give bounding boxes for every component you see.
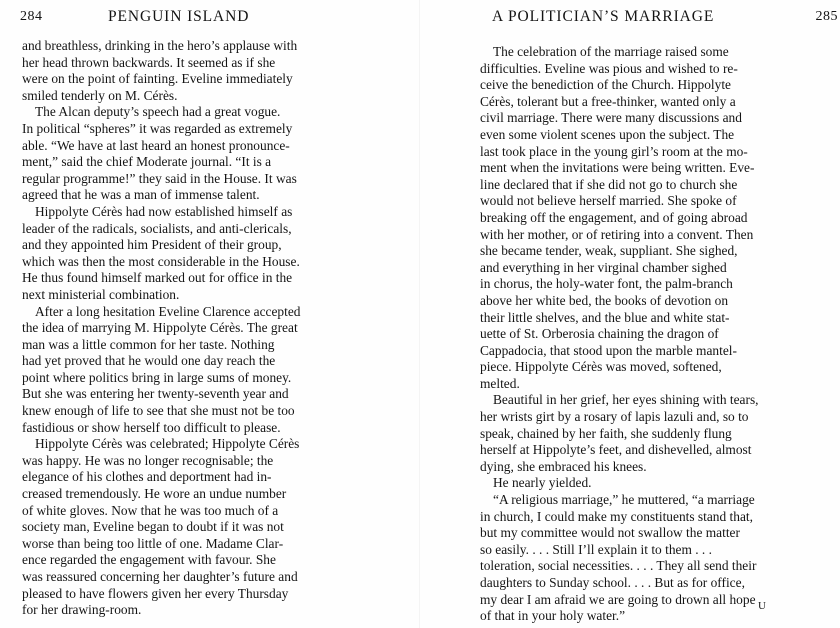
- text-line: next ministerial combination.: [22, 286, 180, 302]
- text-line: He thus found himself marked out for office in the: [22, 270, 293, 286]
- text-line: point where politics bring in large sums of money.: [22, 369, 292, 385]
- text-line: knew enough of life to see that she must not be too: [22, 403, 295, 419]
- text-line: fastidious or show herself too difficult to please.: [22, 419, 281, 435]
- text-line: breaking off the engagement, and of going abroad: [480, 209, 748, 225]
- text-line: even some violent scenes upon the subject. The: [480, 126, 735, 142]
- right-page-text: [480, 44, 806, 625]
- right-page-number: 285: [815, 9, 838, 24]
- text-line: which was then the most considerable in the House.: [22, 253, 300, 269]
- text-line: elegance of his clothes and deportment had in-: [22, 469, 272, 485]
- text-line: toleration, social necessities. . . . They all send their: [480, 558, 757, 574]
- text-line: in chorus, the holy-water font, the palm-branch: [480, 276, 733, 292]
- text-line: was happy. He was no longer recognisable; the: [22, 452, 274, 468]
- text-line: my dear I am afraid we are going to drown all hope: [480, 591, 756, 607]
- right-page: [420, 0, 840, 628]
- text-line: so easily. . . . Still I’ll explain it to them . . .: [480, 541, 712, 557]
- text-line: their little shelves, and the blue and white stat-: [480, 309, 730, 325]
- text-line: After a long hesitation Eveline Clarence accepted: [35, 303, 301, 319]
- text-line: Cérès, tolerant but a free-thinker, wanted only a: [480, 93, 736, 109]
- signature-mark: U: [758, 600, 766, 612]
- text-line: the idea of marrying M. Hippolyte Cérès. The great: [22, 320, 298, 336]
- text-line: melted.: [480, 375, 520, 391]
- text-line: Cappadocia, that stood upon the marble mantel-: [480, 342, 737, 358]
- left-running-title: PENGUIN ISLAND: [108, 8, 250, 25]
- text-line: and everything in her virginal chamber sighed: [480, 259, 727, 275]
- text-line: Hippolyte Cérès was celebrated; Hippolyte Cérès: [35, 436, 300, 452]
- text-line: smiled tenderly on M. Cérès.: [22, 87, 178, 103]
- text-line: Hippolyte Cérès had now established himself as: [35, 203, 293, 219]
- text-line: worse than being too little of one. Madame Clar-: [22, 535, 284, 551]
- text-line: daughters to Sunday school. . . . But as for office,: [480, 575, 745, 590]
- text-line: regular programme!” they said in the House. It was: [22, 170, 297, 186]
- text-line: above her white bed, the books of devotion on: [480, 292, 729, 308]
- text-line: difficulties. Eveline was pious and wished to re-: [480, 60, 738, 76]
- text-line: ceive the benediction of the Church. Hippolyte: [480, 77, 731, 93]
- text-line: was reassured concerning her daughter’s future and: [22, 569, 298, 584]
- text-line: of that in your holy water.”: [480, 608, 626, 624]
- text-line: uette of St. Orberosia chaining the dragon of: [480, 326, 719, 342]
- left-page-number: 284: [20, 9, 43, 24]
- text-line: leader of the radicals, socialists, and anti-clericals,: [22, 220, 292, 236]
- text-line: last took place in the young girl’s room at the mo-: [480, 143, 748, 159]
- text-line: society man, Eveline began to doubt if it was not: [22, 519, 284, 535]
- text-line: able. “We have at last heard an honest pronounce-: [22, 137, 290, 153]
- text-line: her wrists girt by a rosary of lapis lazuli and, so to: [480, 409, 749, 425]
- text-line: man was a little common for her taste. Nothing: [22, 336, 275, 352]
- text-line: of white gloves. Now that he was too much of a: [22, 502, 279, 518]
- text-line: speak, chained by her faith, she suddenly flung: [480, 425, 732, 441]
- text-line: civil marriage. There were many discussions and: [480, 110, 742, 126]
- text-line: He nearly yielded.: [493, 475, 592, 491]
- text-line: The Alcan deputy’s speech had a great vogue.: [35, 104, 281, 120]
- text-line: line declared that if she did not go to church she: [480, 176, 738, 192]
- text-line: “A religious marriage,” he muttered, “a marriage: [493, 492, 755, 508]
- text-line: herself at Hippolyte’s feet, and dishevelled, almost: [480, 442, 752, 458]
- text-line: ence regarded the engagement with favour. She: [22, 552, 276, 568]
- text-line: in church, I could make my constituents stand that,: [480, 508, 753, 524]
- text-line: creased tremendously. He wore an undue number: [22, 486, 287, 502]
- text-line: she became tender, weak, suppliant. She sighed,: [480, 243, 738, 259]
- text-line: ment,” said the chief Moderate journal. “It is a: [22, 154, 272, 170]
- text-line: and they appointed him President of their group,: [22, 237, 282, 253]
- text-line: but my committee would not swallow the matter: [480, 525, 740, 541]
- text-line: had yet proved that he would one day reach the: [22, 353, 276, 369]
- text-line: piece. Hippolyte Cérès was moved, softened,: [480, 359, 722, 375]
- right-running-title: A POLITICIAN’S MARRIAGE: [492, 8, 715, 25]
- text-line: pleased to have flowers given her every Thursday: [22, 585, 289, 601]
- text-line: were on the point of fainting. Eveline immediately: [22, 71, 293, 87]
- text-line: her head thrown backwards. It seemed as if she: [22, 54, 276, 70]
- text-line: Beautiful in her grief, her eyes shining with tears,: [493, 392, 759, 408]
- text-line: But she was entering her twenty-seventh year and: [22, 386, 289, 402]
- left-page-text: [22, 38, 360, 619]
- text-line: would not believe herself married. She spoke of: [480, 193, 737, 209]
- text-line: ment when the invitations were being written. Eve-: [480, 160, 755, 176]
- text-line: and breathless, drinking in the hero’s applause with: [22, 38, 298, 53]
- text-line: The celebration of the marriage raised some: [493, 44, 729, 59]
- text-line: with her mother, or of retiring into a convent. Then: [480, 226, 754, 242]
- text-line: for her drawing-room.: [22, 602, 142, 618]
- text-line: In political “spheres” it was regarded as extremely: [22, 120, 293, 136]
- text-line: dying, she embraced his knees.: [480, 458, 647, 474]
- text-line: agreed that he was a man of immense talent.: [22, 187, 260, 203]
